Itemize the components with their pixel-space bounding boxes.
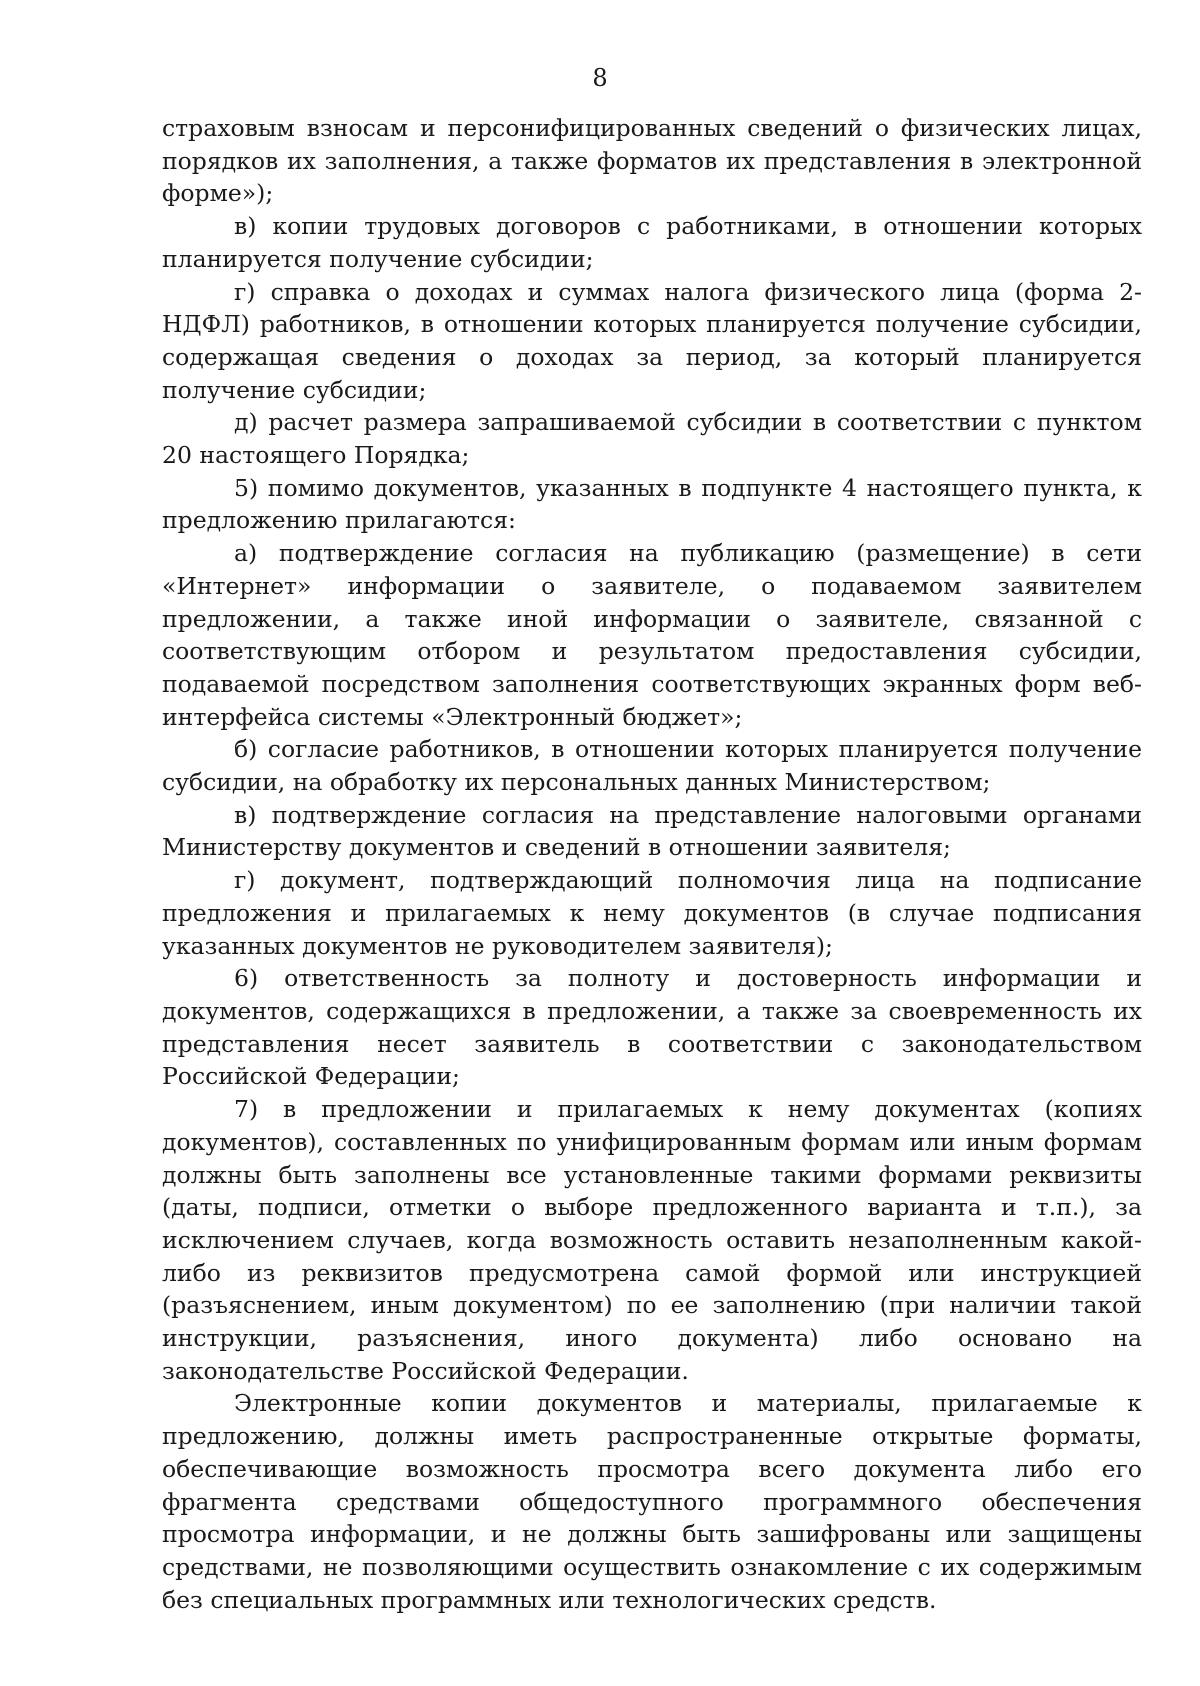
paragraph-electronic-copies: Электронные копии документов и материалы, прилагаемые к предложению, должны иметь распространенные открытые форматы, обеспечивающие возможность просмотра всего документа либо его фрагмента средствами общедоступного программного обеспечения просмотра информации, и не должны быть зашифрованы или защищены средствами, не позволяющими осуществить ознакомление с их содержимым без специальных программных или технологических средств.: [162, 1389, 1142, 1614]
paragraph-point-7: 7) в предложении и прилагаемых к нему документах (копиях документов), составленных по унифицированным формам или иным формам должны быть заполнены все установленные такими формами реквизиты (даты, подписи, отметки о выборе предложенного варианта и т.п.), за исключением случаев, когда возможность оставить незаполненным какой-либо из реквизитов предусмотрена самой формой или инструкцией (разъяснением, иным документом) по ее заполнению (при наличии такой инструкции, разъяснения, иного документа) либо основано на законодательстве Российской Федерации.: [162, 1095, 1142, 1385]
paragraph-continuation: страховым взносам и персонифицированных сведений о физических лицах, порядков их заполнения, а также форматов их представления в электронной форме»);: [162, 114, 1142, 208]
paragraph-item-b-personal-data-consent: б) согласие работников, в отношении которых планируется получение субсидии, на обработку их персональных данных Министерством;: [162, 735, 1142, 797]
paragraph-item-v-employment-contracts: в) копии трудовых договоров с работниками, в отношении которых планируется получение субсидии;: [162, 212, 1142, 273]
paragraph-item-a-publication-consent: а) подтверждение согласия на публикацию (размещение) в сети «Интернет» информации о заявителе, о подаваемом заявителем предложении, а также иной информации о заявителе, связанной с соответствующим отбором и результатом предоставления субсидии, подаваемой посредством заполнения соответствующих экранных форм веб-интерфейса системы «Электронный бюджет»;: [162, 539, 1142, 731]
page-number: 8: [592, 64, 608, 92]
paragraph-item-g-income-certificate: г) справка о доходах и суммах налога физического лица (форма 2-НДФЛ) работников, в отношении которых планируется получение субсидии, содержащая сведения о доходах за период, за который планируется получение субсидии;: [162, 277, 1142, 404]
paragraph-item-g-authority-document: г) документ, подтверждающий полномочия лица на подписание предложения и прилагаемых к нему документов (в случае подписания указанных документов не руководителем заявителя);: [162, 866, 1142, 960]
paragraph-item-v-tax-consent: в) подтверждение согласия на представление налоговыми органами Министерству документов и сведений в отношении заявителя;: [162, 800, 1142, 862]
paragraph-item-d-subsidy-calculation: д) расчет размера запрашиваемой субсидии в соответствии с пунктом 20 настоящего Порядка;: [162, 408, 1142, 470]
paragraph-point-5: 5) помимо документов, указанных в подпункте 4 настоящего пункта, к предложению прилагаются:: [162, 473, 1142, 535]
document-body: [162, 112, 1142, 1616]
paragraph-point-6: 6) ответственность за полноту и достоверность информации и документов, содержащихся в предложении, а также за своевременность их представления несет заявитель в соответствии с законодательством Российской Федерации;: [162, 964, 1142, 1091]
